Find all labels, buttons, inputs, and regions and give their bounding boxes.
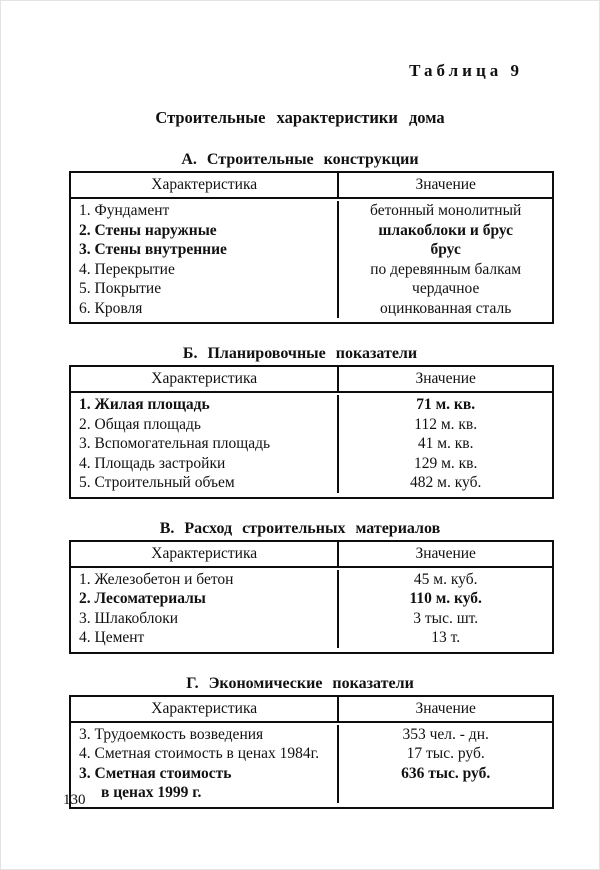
value-cell: брус: [430, 241, 461, 258]
value-cell: 636 тыс. руб.: [401, 764, 491, 782]
characteristic-text: 4. Перекрытие: [79, 260, 175, 278]
table-header-row: [71, 697, 552, 723]
column-header-characteristic: Характеристика: [71, 173, 339, 197]
characteristic-cell: [71, 201, 339, 221]
section-heading: А. Строительные конструкции: [181, 151, 419, 168]
characteristic-text: 4. Площадь застройки: [79, 454, 226, 472]
table-row: [71, 764, 552, 803]
table-row: [71, 434, 552, 454]
characteristic-cell: [71, 221, 339, 241]
characteristic-text: 3. Сметная стоимость: [79, 764, 232, 782]
value-cell: по деревянным балкам: [370, 260, 522, 278]
section-heading: В. Расход строительных материалов: [159, 519, 441, 537]
characteristic-cell: [71, 744, 339, 764]
column-header-value: Значение: [415, 544, 476, 562]
table-row: [71, 279, 552, 299]
value-cell: 13 т.: [431, 629, 461, 646]
section-0: [1, 151, 599, 324]
characteristic-text: 4. Цемент: [79, 629, 145, 646]
value-cell: 17 тыс. руб.: [406, 745, 485, 762]
table-row: [71, 260, 552, 280]
characteristic-text: 2. Общая площадь: [79, 415, 201, 433]
table-row: [71, 589, 552, 609]
table-row: [71, 473, 552, 493]
data-table: [69, 171, 554, 324]
table-row: [71, 454, 552, 474]
value-cell: 3 тыс. шт.: [413, 609, 479, 627]
characteristic-text: 2. Стены наружные: [79, 221, 217, 239]
characteristic-text: 3. Шлакоблоки: [79, 609, 179, 627]
value-cell: чердачное: [412, 280, 480, 297]
characteristic-cell: [71, 240, 339, 260]
characteristic-cell: [71, 299, 339, 319]
table-row: [71, 395, 552, 415]
table-header-row: [71, 173, 552, 199]
section-3: [1, 675, 599, 809]
characteristic-cell: [71, 434, 339, 454]
data-table: [69, 695, 554, 809]
sections: [1, 151, 599, 809]
characteristic-cell: [71, 395, 339, 415]
value-cell: 45 м. куб.: [413, 570, 478, 588]
characteristic-cell: [71, 279, 339, 299]
document-title: Строительные характеристики дома: [155, 108, 445, 127]
characteristic-cell: [71, 454, 339, 474]
value-cell: 71 м. кв.: [416, 396, 476, 413]
data-table: [69, 540, 554, 654]
column-header-value: Значение: [415, 699, 476, 717]
table-header-row: [71, 542, 552, 568]
column-header-characteristic: Характеристика: [71, 367, 339, 391]
data-table: [69, 365, 554, 499]
table-body: [71, 568, 552, 652]
table-header-row: [71, 367, 552, 393]
value-cell: 129 м. кв.: [413, 454, 478, 472]
value-cell: 353 чел. - дн.: [402, 725, 489, 743]
characteristic-cell: [71, 628, 339, 648]
value-cell: шлакоблоки и брус: [378, 221, 514, 239]
section-1: [1, 345, 599, 499]
table-row: [71, 201, 552, 221]
value-cell: 110 м. куб.: [409, 590, 482, 607]
characteristic-text: 1. Железобетон и бетон: [79, 570, 234, 588]
characteristic-cell: [71, 609, 339, 629]
table-body: [71, 199, 552, 322]
column-header-characteristic: Характеристика: [71, 697, 339, 721]
characteristic-cell: [71, 725, 339, 745]
value-cell: 482 м. куб.: [410, 474, 482, 491]
table-row: [71, 725, 552, 745]
page-number: 130: [63, 792, 86, 808]
section-heading: Б. Планировочные показатели: [182, 345, 418, 362]
section-2: [1, 520, 599, 654]
value-cell: 112 м. кв.: [414, 415, 478, 433]
characteristic-text: 1. Жилая площадь: [79, 396, 210, 413]
characteristic-text: 5. Покрытие: [79, 280, 162, 297]
characteristic-text: 4. Сметная стоимость в ценах 1984г.: [79, 745, 320, 762]
table-body: [71, 393, 552, 497]
characteristic-text: 3. Стены внутренние: [79, 241, 227, 258]
characteristic-cell: [71, 260, 339, 280]
table-row: [71, 609, 552, 629]
value-cell: оцинкованная сталь: [380, 299, 512, 317]
table-row: [71, 221, 552, 241]
characteristic-text: 3. Трудоемкость возведения: [79, 725, 264, 743]
value-cell: бетонный монолитный: [370, 202, 522, 219]
characteristic-text-line2: в ценах 1999 г.: [101, 784, 202, 801]
value-cell: 41 м. кв.: [417, 435, 474, 452]
characteristic-text: 2. Лесоматериалы: [79, 590, 206, 607]
table-row: [71, 628, 552, 648]
characteristic-text: 6. Кровля: [79, 299, 143, 317]
column-header-value: Значение: [415, 176, 476, 193]
characteristic-cell: [71, 589, 339, 609]
column-header-characteristic: Характеристика: [71, 542, 339, 566]
column-header-value: Значение: [415, 370, 476, 387]
table-row: [71, 415, 552, 435]
table-row: [71, 240, 552, 260]
characteristic-text: 5. Строительный объем: [79, 474, 235, 491]
characteristic-cell: [71, 473, 339, 493]
characteristic-cell: [71, 415, 339, 435]
table-body: [71, 723, 552, 807]
table-row: [71, 299, 552, 319]
table-row: [71, 744, 552, 764]
table-row: [71, 570, 552, 590]
section-heading: Г. Экономические показатели: [186, 674, 414, 692]
table-number-label: Таблица 9: [409, 61, 523, 80]
characteristic-cell: [71, 570, 339, 590]
characteristic-text: 1. Фундамент: [79, 202, 170, 219]
characteristic-text: 3. Вспомогательная площадь: [79, 435, 271, 452]
characteristic-cell: [71, 764, 339, 803]
